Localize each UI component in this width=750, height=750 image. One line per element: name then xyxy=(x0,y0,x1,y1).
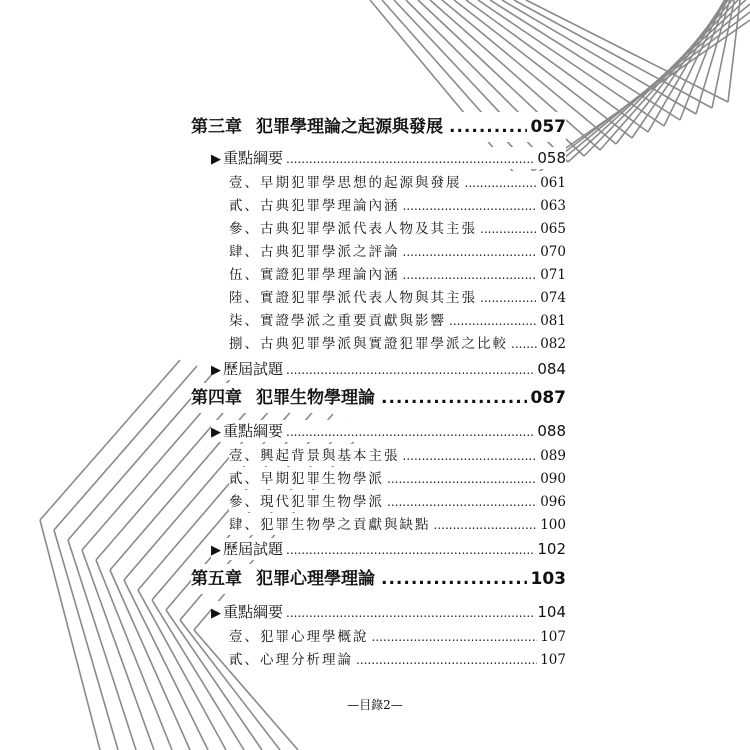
entry-label: 柒、實證學派之重要貢獻與影響 xyxy=(229,313,446,329)
arrow-right-icon: ▶ xyxy=(211,543,221,558)
page-number: 090 xyxy=(540,471,566,487)
leader-dots xyxy=(356,653,537,667)
leader-dots xyxy=(387,495,537,509)
page-number: 102 xyxy=(537,540,566,558)
entry-label: 貳、心理分析理論 xyxy=(229,652,353,668)
leader-dots xyxy=(449,314,537,328)
entry-label: 伍、實證犯罪學理論內涵 xyxy=(229,267,400,283)
leader-dots xyxy=(480,291,537,305)
chapter-title: 犯罪學理論之起源與發展 xyxy=(256,117,443,137)
page-number: 081 xyxy=(540,313,566,329)
toc-entry[interactable] xyxy=(229,286,566,308)
leader-dots xyxy=(403,245,538,259)
page-number: 074 xyxy=(540,290,566,306)
page-number: 065 xyxy=(540,221,566,237)
page-number: 084 xyxy=(537,360,566,378)
leader-dots xyxy=(286,606,534,620)
toc-entry[interactable] xyxy=(229,309,566,331)
page-number: 107 xyxy=(540,629,566,645)
leader-dots xyxy=(434,518,538,532)
toc-entry[interactable] xyxy=(229,217,566,239)
leader-dots xyxy=(387,472,537,486)
toc-entry[interactable] xyxy=(229,194,566,216)
page-number: 087 xyxy=(530,388,566,408)
leader-dots xyxy=(449,117,527,137)
page-number: 089 xyxy=(540,448,566,464)
entry-label: 重點綱要 xyxy=(223,149,284,167)
leader-dots xyxy=(381,388,527,408)
entry-label: 參、古典犯罪學派代表人物及其主張 xyxy=(229,221,477,237)
entry-label: 參、現代犯罪生物學派 xyxy=(229,494,384,510)
leader-dots xyxy=(480,222,537,236)
page-number: 082 xyxy=(540,336,566,352)
page-number: 063 xyxy=(540,198,566,214)
toc-section-entry[interactable] xyxy=(211,147,566,169)
toc-entry[interactable] xyxy=(229,625,566,647)
page-number: 088 xyxy=(537,422,566,440)
entry-label: 壹、早期犯罪學思想的起源與發展 xyxy=(229,175,462,191)
toc-entry[interactable] xyxy=(229,490,566,512)
page-number: 057 xyxy=(530,117,566,137)
leader-dots xyxy=(381,569,527,589)
chapter-title: 犯罪生物學理論 xyxy=(256,388,375,408)
toc-section-entry[interactable] xyxy=(211,420,566,442)
entry-label: 肆、犯罪生物學之貢獻與缺點 xyxy=(229,517,431,533)
page-number: 071 xyxy=(540,267,566,283)
chapter-number: 第四章 xyxy=(191,388,242,408)
chapter-heading[interactable] xyxy=(191,383,566,413)
toc-section-entry[interactable] xyxy=(211,601,566,623)
chapter-number: 第三章 xyxy=(191,117,242,137)
entry-label: 貳、古典犯罪學理論內涵 xyxy=(229,198,400,214)
entry-label: 重點綱要 xyxy=(223,603,284,621)
chapter-heading[interactable] xyxy=(191,564,566,594)
leader-dots xyxy=(403,449,538,463)
page-number: 104 xyxy=(537,603,566,621)
entry-label: 肆、古典犯罪學派之評論 xyxy=(229,244,400,260)
arrow-right-icon: ▶ xyxy=(211,606,221,621)
arrow-right-icon: ▶ xyxy=(211,363,221,378)
page-number: 103 xyxy=(530,569,566,589)
page-number: 107 xyxy=(540,652,566,668)
arrow-right-icon: ▶ xyxy=(211,152,221,167)
chapter-title: 犯罪心理學理論 xyxy=(256,569,375,589)
leader-dots xyxy=(286,152,534,166)
entry-label: 陸、實證犯罪學派代表人物與其主張 xyxy=(229,290,477,306)
leader-dots xyxy=(403,199,538,213)
toc-entry[interactable] xyxy=(229,648,566,670)
toc-section-entry[interactable] xyxy=(211,538,566,560)
leader-dots xyxy=(286,543,534,557)
chapter-number: 第五章 xyxy=(191,569,242,589)
leader-dots xyxy=(372,630,538,644)
toc-entry[interactable] xyxy=(229,171,566,193)
page-footer: —目錄2— xyxy=(347,698,403,712)
chapter-heading[interactable] xyxy=(191,112,566,142)
toc-entry[interactable] xyxy=(229,467,566,489)
entry-label: 重點綱要 xyxy=(223,422,284,440)
page-number: 070 xyxy=(540,244,566,260)
entry-label: 歷屆試題 xyxy=(223,540,284,558)
leader-dots xyxy=(511,337,537,351)
toc-entry[interactable] xyxy=(229,444,566,466)
page-number: 100 xyxy=(540,517,566,533)
entry-label: 歷屆試題 xyxy=(223,360,284,378)
toc-section-entry[interactable] xyxy=(211,358,566,380)
leader-dots xyxy=(403,268,538,282)
toc-entry[interactable] xyxy=(229,263,566,285)
leader-dots xyxy=(286,425,534,439)
toc-entry[interactable] xyxy=(229,332,566,354)
entry-label: 捌、古典犯罪學派與實證犯罪學派之比較 xyxy=(229,336,508,352)
page-number: 096 xyxy=(540,494,566,510)
page-number: 061 xyxy=(540,175,566,191)
toc-entry[interactable] xyxy=(229,240,566,262)
toc-entry[interactable] xyxy=(229,513,566,535)
leader-dots xyxy=(286,363,534,377)
arrow-right-icon: ▶ xyxy=(211,425,221,440)
entry-label: 壹、犯罪心理學概說 xyxy=(229,629,369,645)
leader-dots xyxy=(465,176,538,190)
page-number: 058 xyxy=(537,149,566,167)
entry-label: 壹、興起背景與基本主張 xyxy=(229,448,400,464)
entry-label: 貳、早期犯罪生物學派 xyxy=(229,471,384,487)
